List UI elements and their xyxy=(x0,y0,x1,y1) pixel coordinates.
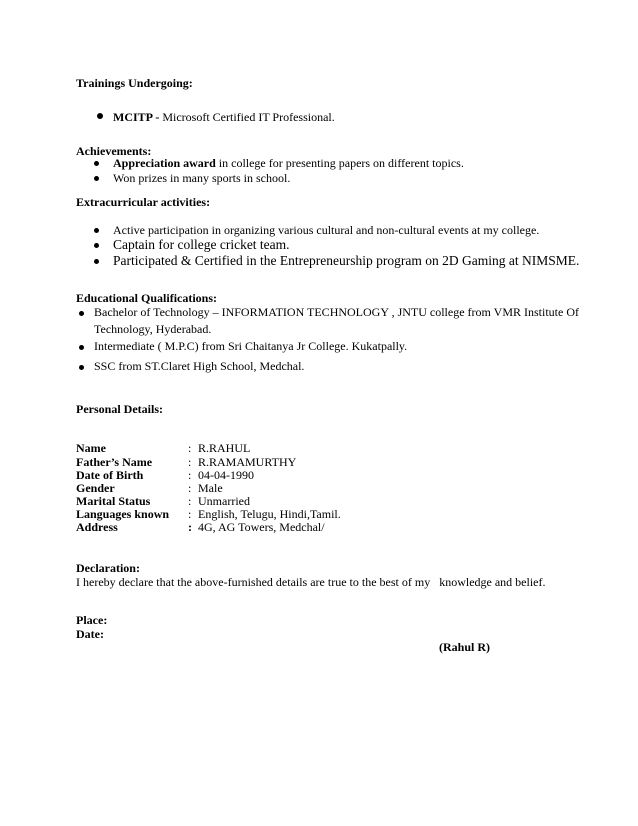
detail-separator: : xyxy=(188,455,192,469)
achievement-item-text: in college for presenting papers on different topics. xyxy=(215,156,464,170)
bullet-icon xyxy=(94,259,99,264)
achievement-item xyxy=(113,172,290,186)
education-heading: Educational Qualifications: xyxy=(76,291,218,305)
bullet-icon xyxy=(94,161,99,166)
training-item-text: Microsoft Certified IT Professional. xyxy=(159,110,335,124)
education-item: Intermediate ( M.P.C) from Sri Chaitanya Jr College. Kukatpally. xyxy=(94,339,408,353)
detail-value-gender: Male xyxy=(198,481,223,495)
detail-label-father: Father’s Name xyxy=(76,455,153,469)
training-item xyxy=(113,111,335,125)
extracurricular-item: Captain for college cricket team. xyxy=(113,237,290,252)
bullet-icon xyxy=(79,311,84,316)
bullet-icon xyxy=(79,345,84,350)
detail-separator: : xyxy=(188,481,192,495)
signature: (Rahul R) xyxy=(439,640,491,654)
extracurricular-item: Participated & Certified in the Entrepreneurship program on 2D Gaming at NIMSME. xyxy=(113,253,580,268)
bullet-icon xyxy=(94,176,99,181)
bullet-icon xyxy=(94,243,99,248)
detail-separator: : xyxy=(188,494,192,508)
bullet-icon xyxy=(94,228,99,233)
detail-value-name: R.RAHUL xyxy=(198,441,251,455)
detail-value-marital: Unmarried xyxy=(198,494,250,508)
achievement-item xyxy=(113,157,464,171)
detail-label-address: Address xyxy=(76,520,118,534)
trainings-heading: Trainings Undergoing: xyxy=(76,76,193,90)
bullet-icon xyxy=(97,113,103,119)
place-label: Place: xyxy=(76,613,108,627)
declaration-text: I hereby declare that the above-furnished details are true to the best of my knowledge and belief. xyxy=(76,575,546,589)
detail-label-dob: Date of Birth xyxy=(76,468,144,482)
detail-value-address: 4G, AG Towers, Medchal/ xyxy=(198,520,325,534)
extracurricular-item: Active participation in organizing various cultural and non-cultural events at my college. xyxy=(113,223,540,237)
detail-label-languages: Languages known xyxy=(76,507,170,521)
detail-value-father: R.RAMAMURTHY xyxy=(198,455,297,469)
achievement-item-bold: Appreciation award xyxy=(113,156,216,170)
personal-heading: Personal Details: xyxy=(76,402,163,416)
detail-separator: : xyxy=(188,441,192,455)
achievements-heading: Achievements: xyxy=(76,144,152,158)
detail-separator: : xyxy=(188,520,192,534)
education-item-continuation: Technology, Hyderabad. xyxy=(94,322,212,336)
declaration-heading: Declaration: xyxy=(76,561,140,575)
date-label: Date: xyxy=(76,627,104,641)
detail-label-name: Name xyxy=(76,441,106,455)
bullet-icon xyxy=(79,365,84,370)
detail-separator: : xyxy=(188,468,192,482)
education-item: Bachelor of Technology – INFORMATION TECHNOLOGY , JNTU college from VMR Institute Of xyxy=(94,305,579,319)
detail-label-gender: Gender xyxy=(76,481,115,495)
detail-value-languages: English, Telugu, Hindi,Tamil. xyxy=(198,507,341,521)
training-item-bold: MCITP - xyxy=(113,110,160,124)
detail-separator: : xyxy=(188,507,192,521)
detail-label-marital: Marital Status xyxy=(76,494,151,508)
detail-value-dob: 04-04-1990 xyxy=(198,468,254,482)
education-item: SSC from ST.Claret High School, Medchal. xyxy=(94,359,305,373)
achievement-item-text: Won prizes in many sports in school. xyxy=(113,171,291,185)
extracurricular-heading: Extracurricular activities: xyxy=(76,195,211,209)
